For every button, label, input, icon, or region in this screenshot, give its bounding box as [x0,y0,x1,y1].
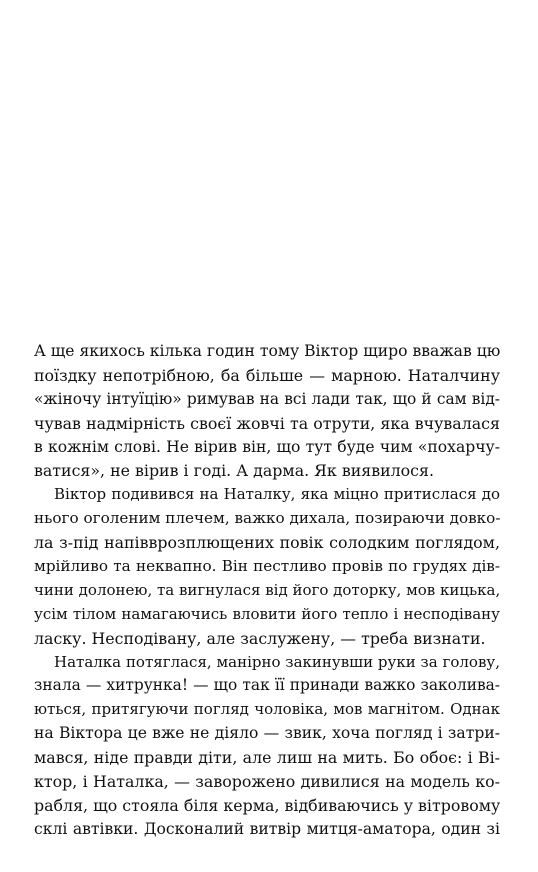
paragraph-1-line-4: чував надмірність своєї жовчі та отрути, яка вчувалася [34,413,500,433]
paragraph-3-line-2: знала — хитрунка! — що так її принади важко заколива- [34,676,500,695]
paragraph-2-line-7: ласку. Несподівану, але заслужену, — треба визнати. [34,628,486,648]
paragraph-1-line-1: А ще якихось кілька годин тому Віктор щиро вважав цю [34,342,500,360]
paragraph-2-line-3: ла з-під напівврозплющених повік солодким поглядом, [34,533,500,553]
paragraph-3-line-4: на Віктора це вже не діяло — звик, хоча погляд і затри- [34,724,500,743]
paragraph-2-line-6: усім тілом намагаючись вловити його тепло і несподівану [34,604,500,623]
paragraph-1-line-2: поїздку непотрібною, ба більше — марною. Наталчину [34,365,500,385]
paragraph-1-line-5: в кожнім слові. Не вірив він, що тут буде чим «похарчу- [34,437,500,456]
paragraph-2-line-1: Віктор подивився на Наталку, яка міцно притислася до [54,485,500,504]
paragraph-2-line-4: мрійливо та неквапно. Він пестливо провів по грудях дів- [34,557,500,576]
paragraph-2-line-5: чини долонею, та вигнулася від його доторку, мов кицька, [34,580,500,599]
paragraph-1-line-6: ватися», не вірив і годі. А дарма. Як виявилося. [34,461,435,481]
text-block [34,340,500,842]
paragraph-2-line-2: нього оголеним плечем, важко дихала, позираючи довко- [34,509,500,528]
paragraph-3-line-3: ються, притягуючи погляд чоловіка, мов магнітом. Однак [34,700,500,719]
paragraph-3-line-8: склі автівки. Досконалий витвір митця-аматора, один зі [34,819,500,838]
paragraph-3-line-7: рабля, що стояла біля керма, відбиваючись у вітровому [34,795,500,815]
paragraph-3-line-6: ктор, і Наталка, — заворожено дивилися на модель ко- [34,772,500,792]
paragraph-1-line-3: «жіночу інтуїцію» римував на всі лади так, що й сам від- [34,389,500,408]
paragraph-3-line-5: мався, ніде правди діти, але лиш на мить. Бо обоє: і Ві- [34,748,500,768]
paragraph-3-line-1: Наталка потяглася, манірно закинувши руки за голову, [54,652,500,671]
